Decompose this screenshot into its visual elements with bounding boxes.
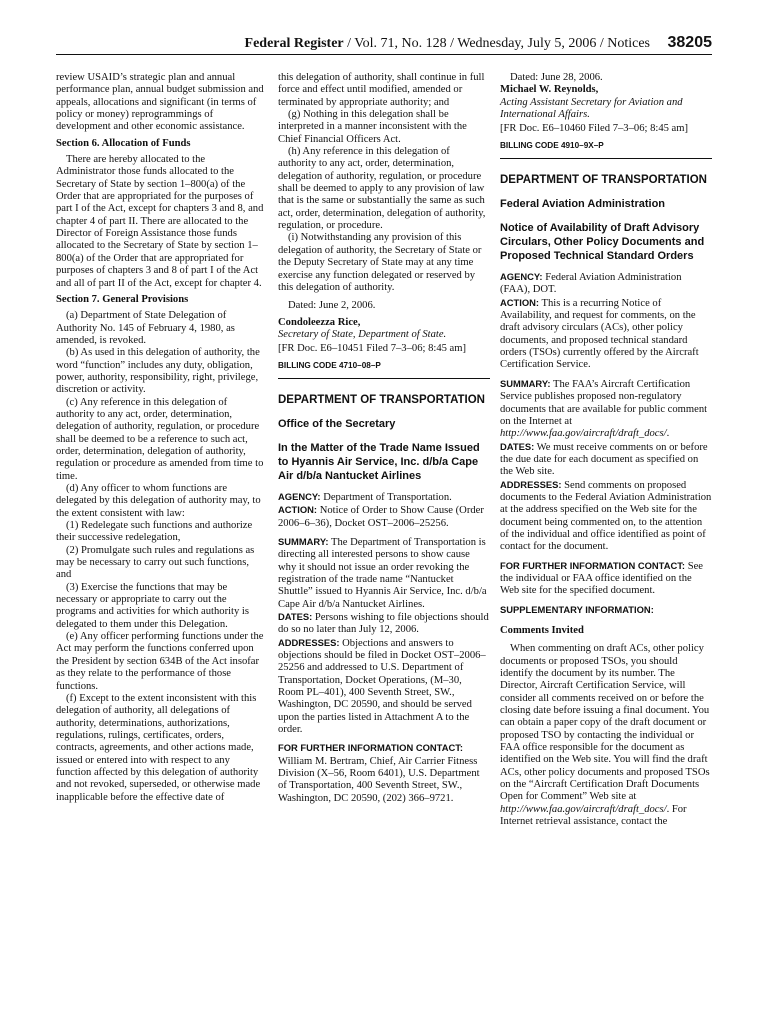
dates-block [278, 611, 490, 637]
dates-label: DATES: [500, 440, 535, 452]
comments-end: . For Internet retrieval assistance, contact the [500, 803, 687, 828]
document-title: Notice of Availability of Draft Advisory Circulars, Other Policy Documents and Proposed Technical Standard Orders [500, 222, 705, 263]
page-number: 38205 [667, 34, 712, 51]
addresses-block [500, 479, 712, 554]
paragraph-h: (h) Any reference in this delegation of authority to any act, order, determination, delegation of authority, regulation, or procedure shall be deemed to apply to any provision of law that is the same or substantially the same as such act, order, determination, delegation of authority, regulation, or procedure. [278, 146, 486, 232]
subagency-heading: Federal Aviation Administration [500, 198, 666, 211]
signature-date: Dated: June 28, 2006. [510, 72, 603, 83]
agency-block [500, 271, 712, 297]
summary-url-link[interactable]: http://www.faa.gov/aircraft/draft_docs/ [500, 428, 667, 440]
section-6-heading: Section 6. Allocation of Funds [56, 137, 191, 149]
addresses-label: ADDRESSES: [278, 636, 340, 648]
summary-end: . [666, 428, 670, 440]
comments-url-link[interactable]: http://www.faa.gov/aircraft/draft_docs/ [500, 803, 667, 815]
billing-code: BILLING CODE 4710–08–P [278, 360, 490, 379]
addresses-text: Objections and answers to objections should be filed in Docket OST–2006–25256 and addressed to U.S. Department of Transportation, Docket Operations, (M–30, Room PL–401), 400 Seventh Street, SW., Washington, DC 20590, and should be served upon the parties listed in Attachment A to the order. [278, 637, 486, 736]
paragraph: There are hereby allocated to the Administrator those funds allocated to the Secretary of State by section 1–800(a) of the Order that are appropriated for the purposes of part I of the Act, except for chapters 3 and 8, and chapter 4 of part II. There are allocated to the Director of Foreign Assistance those funds allocated to the Secretary of State by section 1–800(a) of the Order that are appropriated for purposes of chapters 3 and 8 of part I of the Act and all of part II of the Act, except for chapter 4. [56, 154, 264, 289]
paragraph-c: (c) Any reference in this delegation of authority to any act, order, determination, delegation of authority, regulation, or procedure shall be deemed to be a reference to such act, order, determination, delegation of authority, regulation or procedure as amended from time to time. [56, 396, 264, 482]
dates-block [500, 441, 712, 479]
agency-label: AGENCY: [500, 271, 543, 283]
summary-block [278, 536, 490, 611]
fr-doc-line: [FR Doc. E6–10451 Filed 7–3–06; 8:45 am] [278, 343, 467, 355]
column-2 [278, 72, 490, 805]
signer-title: Secretary of State, Department of State. [278, 328, 447, 340]
paragraph-e: (e) Any officer performing functions under the Act may perform the functions conferred upon the President by section 634B of the Act insofar as they relate to the performance of those functions. [56, 631, 264, 692]
journal-name: Federal Register [244, 36, 344, 51]
paragraph: review USAID’s strategic plan and annual performance plan, annual budget submission and appeals, allocations and significant (in terms of policy or money) reprogrammings of development and other economic assistance. [56, 72, 264, 133]
supplementary-label-text: SUPPLEMENTARY INFORMATION: [500, 603, 654, 615]
page-header [56, 30, 712, 55]
paragraph-d1: (1) Redelegate such functions and authorize their successive redelegation, [56, 520, 253, 544]
summary-text: The Department of Transportation is directing all interested persons to show cause why it should not issue an order revoking the registration of the trade name “Nantucket Shuttle” issued to Hyannis Air Service, Inc. d/b/a Cape Air d/b/a Nantucket Airlines. [278, 536, 487, 610]
section-7-heading: Section 7. General Provisions [56, 293, 189, 305]
agency-heading: DEPARTMENT OF TRANSPORTATION [278, 393, 485, 406]
paragraph-f: (f) Except to the extent inconsistent with this delegation of authority, all delegations of authority, determinations, authorizations, regulations, rulings, certificates, orders, contracts, agreements, and other actions made, issued or entered into with respect to any function affected by this delegation of authority and not revoked, superseded, or otherwise made inapplicable before the effective date of [56, 692, 261, 803]
summary-text: The FAA’s Aircraft Certification Service publishes proposed non-regulatory documents that are available for public comment on the Internet at [500, 378, 708, 427]
contact-label: FOR FURTHER INFORMATION CONTACT: [278, 742, 464, 754]
comments-paragraph [500, 643, 712, 828]
issue-info: / Vol. 71, No. 128 / Wednesday, July 5, 2006 / Notices [343, 36, 650, 51]
paragraph-d2: (2) Promulgate such rules and regulations as may be necessary to carry out such functions, and [56, 544, 255, 581]
contact-label: FOR FURTHER INFORMATION CONTACT: [500, 559, 686, 571]
action-block [278, 504, 490, 530]
column-3 [500, 72, 712, 829]
fr-doc-line: [FR Doc. E6–10460 Filed 7–3–06; 8:45 am] [500, 123, 689, 135]
contact-block [278, 742, 490, 805]
dates-text: Persons wishing to file objections should do so no later than July 12, 2006. [278, 612, 489, 636]
paragraph-g: (g) Nothing in this delegation shall be interpreted in a manner inconsistent with the Chief Financial Officers Act. [278, 109, 467, 145]
paragraph-d: (d) Any officer to whom functions are delegated by this delegation of authority may, to the extent consistent with law: [56, 483, 261, 519]
agency-text: Department of Transportation. [320, 491, 452, 503]
addresses-text: Send comments on proposed documents to the Federal Aviation Administration at the address specified on the Web site for the document being commented on, to the attention of the individual and office identified as point of contact for the document. [500, 479, 712, 553]
signature-date: Dated: June 2, 2006. [288, 300, 376, 312]
agency-text: Federal Aviation Administration (FAA), DOT. [500, 272, 682, 296]
paragraph-a: (a) Department of State Delegation of Authority No. 145 of February 4, 1980, as amended, is revoked. [56, 310, 235, 346]
dates-text: We must receive comments on or before the due date for each document as specified on the Web site. [500, 441, 708, 478]
contact-block [500, 560, 712, 598]
subagency-heading: Office of the Secretary [278, 417, 396, 430]
action-text: Notice of Order to Show Cause (Order 2006–6–36), Docket OST–2006–25256. [278, 505, 484, 529]
summary-label: SUMMARY: [278, 535, 329, 547]
paragraph: this delegation of authority, shall continue in full force and effect until modified, amended or terminated by appropriate authority; and [278, 72, 485, 108]
agency-heading: DEPARTMENT OF TRANSPORTATION [500, 174, 707, 187]
signer-name: Condoleezza Rice, [278, 316, 361, 328]
addresses-block [278, 637, 490, 737]
header-citation [245, 36, 650, 52]
supplementary-label [500, 604, 712, 617]
summary-block [500, 378, 712, 441]
agency-block [278, 491, 490, 504]
action-text: This is a recurring Notice of Availability, and request for comments, on the draft advisory circulars (ACs), other policy documents, and proposed technical standard orders (TSOs) currently offered by the Aircraft Certification Service. [500, 297, 699, 371]
document-title: In the Matter of the Trade Name Issued to Hyannis Air Service, Inc. d/b/a Cape Air d/b/a Nantucket Airlines [278, 441, 480, 482]
comments-text: When commenting on draft ACs, other policy documents or proposed TSOs, you should identify the document by its number. The Director, Aircraft Certification Service, will consider all comments received on or before the closing date before issuing a final document. You can obtain a paper copy of the draft document or proposed TSO by contacting the individual or FAA office responsible for the document as identified on the Web site. You will find the draft ACs, other policy documents and proposed TSOs on the “Aircraft Certification Draft Documents Open for Comment” Web site at [500, 643, 710, 803]
summary-label: SUMMARY: [500, 377, 551, 389]
column-1 [56, 72, 266, 804]
agency-label: AGENCY: [278, 490, 321, 502]
addresses-label: ADDRESSES: [500, 478, 562, 490]
signer-name: Michael W. Reynolds, [500, 84, 599, 96]
dates-label: DATES: [278, 611, 313, 622]
signer-title: Acting Assistant Secretary for Aviation and International Affairs. [500, 96, 683, 121]
billing-code: BILLING CODE 4910–9X–P [500, 140, 712, 159]
paragraph-b: (b) As used in this delegation of authority, the word “function” includes any duty, obligation, power, authority, responsibility, right, privilege, discretion or activity. [56, 347, 260, 396]
action-block [500, 297, 712, 372]
action-label: ACTION: [500, 296, 540, 308]
action-label: ACTION: [278, 504, 318, 516]
comments-invited-heading: Comments Invited [500, 625, 584, 636]
contact-text: William M. Bertram, Chief, Air Carrier Fitness Division (X–56, Room 6401), U.S. Department of Transportation, 400 Seventh Street, SW., Washington, DC 20590, (202) 366–9721. [278, 755, 480, 804]
paragraph-i: (i) Notwithstanding any provision of this delegation of authority, the Secretary of State or the Deputy Secretary of State may at any time exercise any function delegated or reserved by this delegation of authority. [278, 232, 482, 293]
paragraph-d3: (3) Exercise the functions that may be necessary or appropriate to carry out the programs and activities for which authority is delegated to them under this Delegation. [56, 581, 249, 630]
contact-text: See the individual or FAA office identified on the Web site for the specified document. [500, 560, 703, 597]
